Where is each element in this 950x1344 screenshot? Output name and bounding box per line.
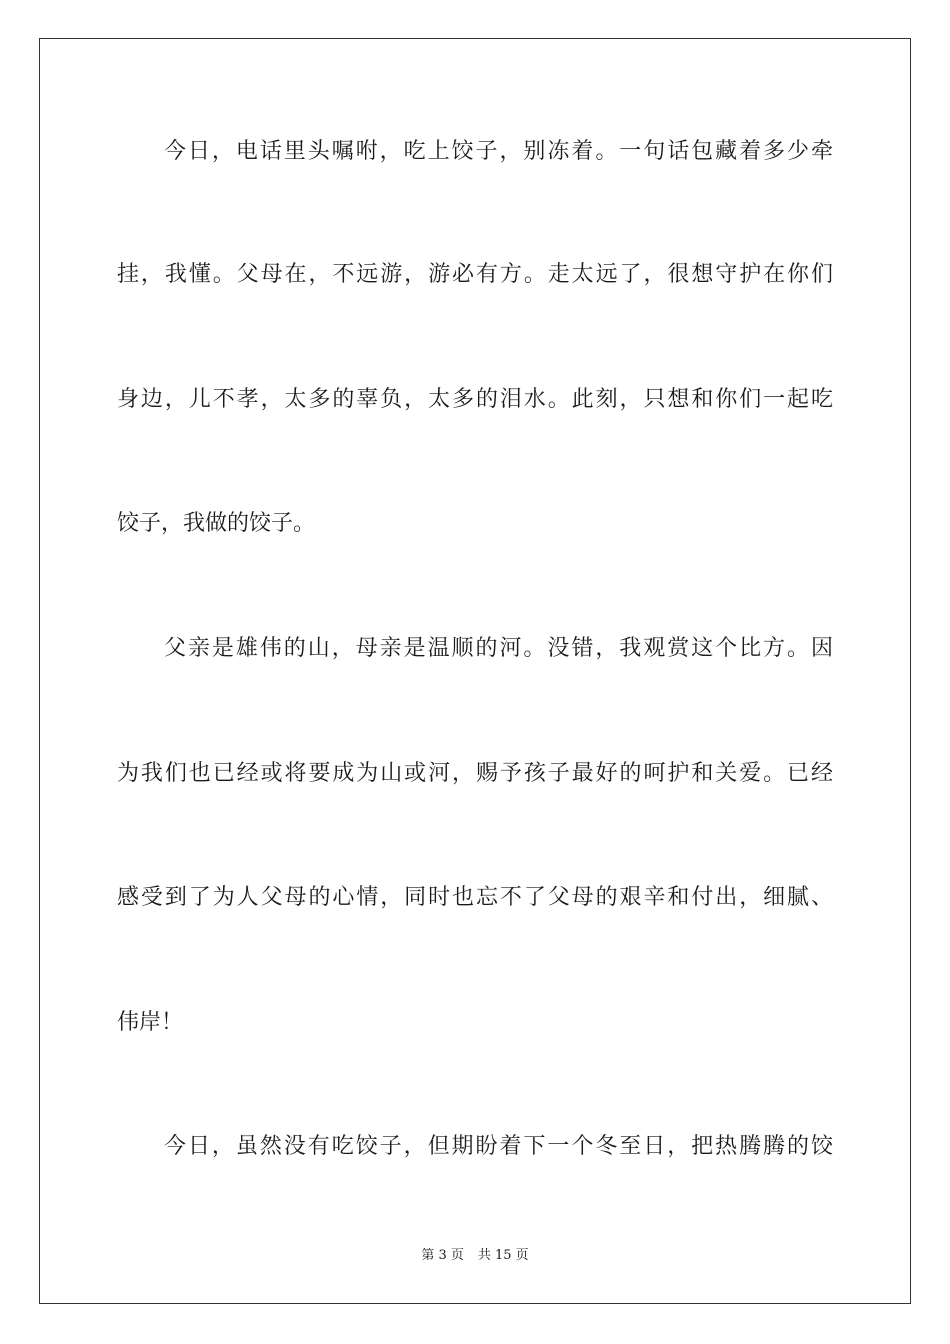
page-border: [39, 38, 911, 1304]
page-total: 共 15 页: [477, 1248, 529, 1263]
paragraph-2-line-3: 感受到了为人父母的心情，同时也忘不了父母的艰辛和付出，细腻、: [117, 885, 833, 910]
paragraph-1-line-3: 身边，儿不孝，太多的辜负，太多的泪水。此刻，只想和你们一起吃: [117, 387, 833, 412]
paragraph-1-line-1: 今日，电话里头嘱咐，吃上饺子，别冻着。一句话包藏着多少牵: [164, 139, 833, 164]
paragraph-2-line-2: 为我们也已经或将要成为山或河，赐予孩子最好的呵护和关爱。已经: [117, 761, 833, 786]
page-number: 第 3 页: [421, 1248, 464, 1263]
paragraph-1-line-4: 饺子，我做的饺子。: [117, 511, 316, 536]
paragraph-2-line-4: 伟岸！: [117, 1010, 184, 1035]
paragraph-1-line-2: 挂，我懂。父母在，不远游，游必有方。走太远了，很想守护在你们: [117, 262, 833, 287]
page-footer: [0, 1247, 950, 1265]
paragraph-3-line-1: 今日，虽然没有吃饺子，但期盼着下一个冬至日，把热腾腾的饺: [164, 1134, 833, 1159]
paragraph-2-line-1: 父亲是雄伟的山，母亲是温顺的河。没错，我观赏这个比方。因: [164, 636, 833, 661]
